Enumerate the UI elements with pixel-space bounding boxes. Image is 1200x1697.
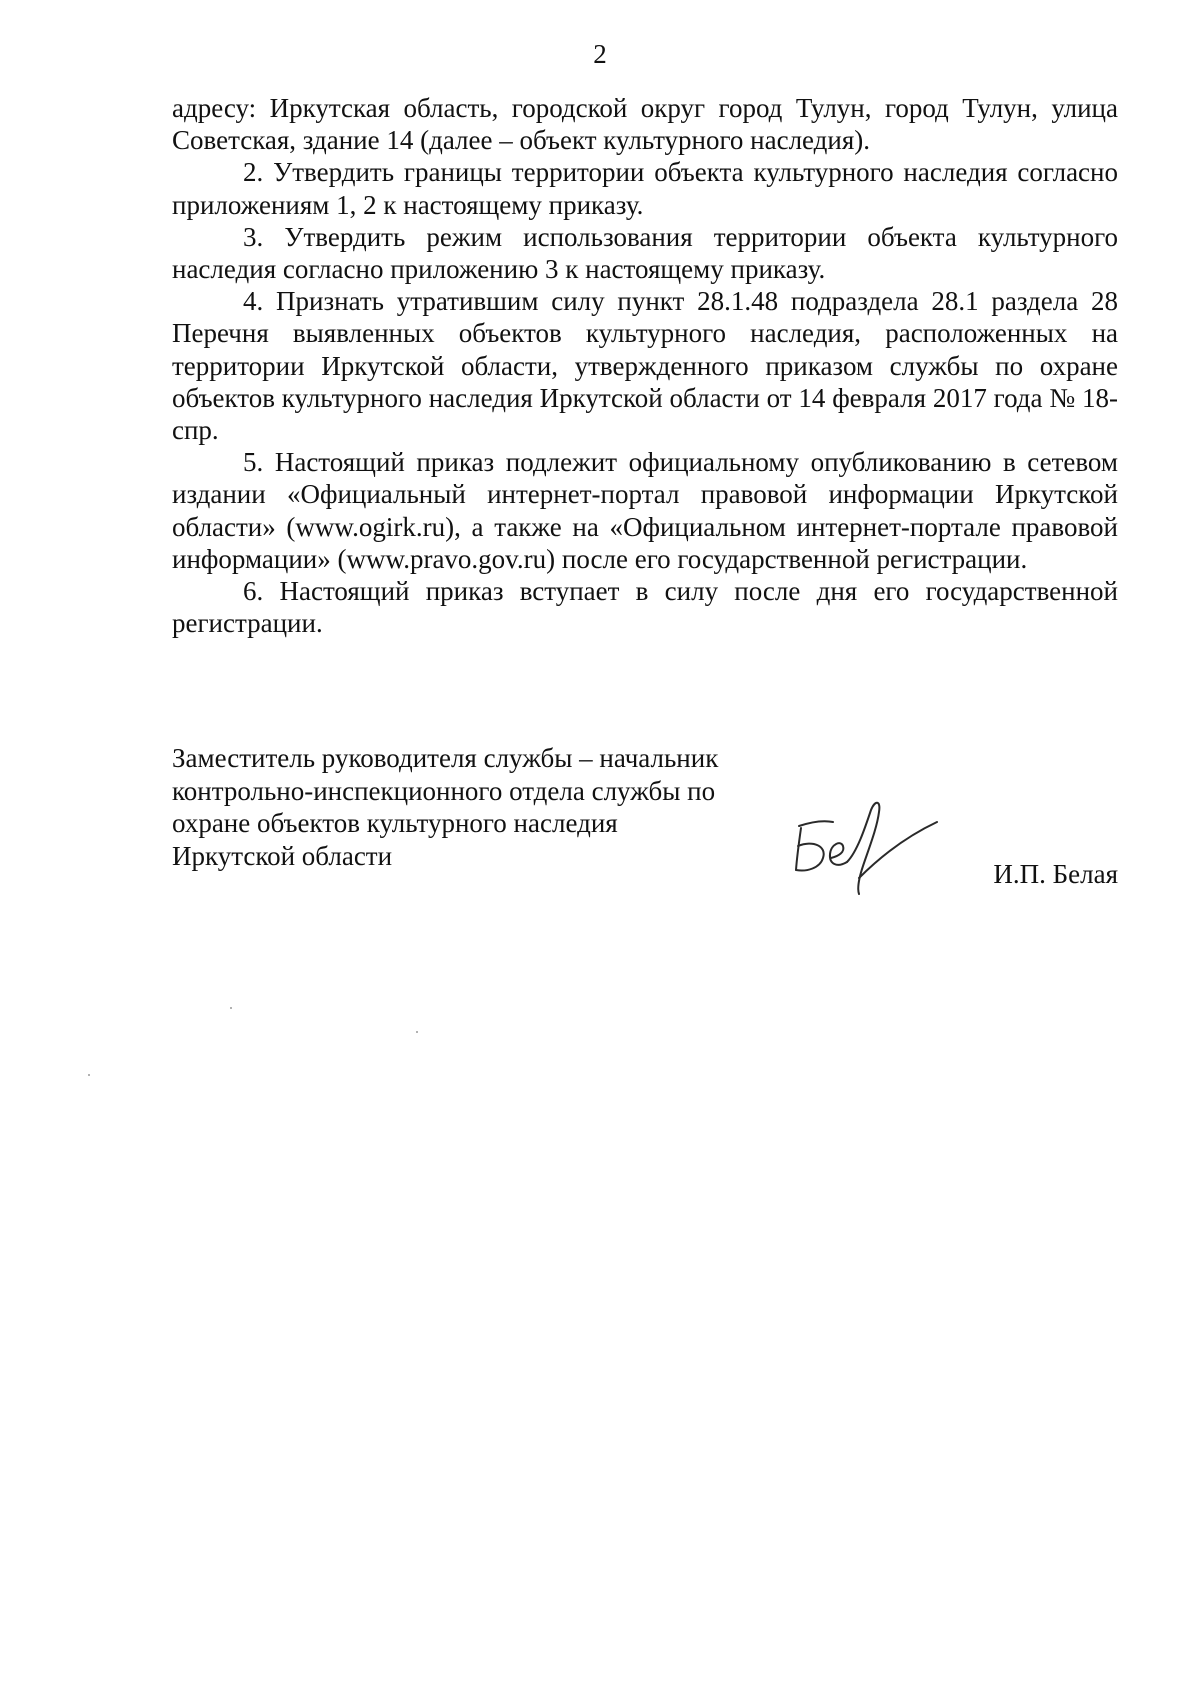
paragraph-item-6: 6. Настоящий приказ вступает в силу после дня его государственной регистрации. xyxy=(172,576,1118,639)
paragraph-item-3: 3. Утвердить режим использования территории объекта культурного наследия согласно приложению 3 к настоящему приказу. xyxy=(172,221,1118,285)
scan-speck xyxy=(230,1007,232,1009)
scan-speck xyxy=(88,1074,90,1076)
handwritten-signature xyxy=(787,798,957,898)
paragraph-item-4: 4. Признать утратившим силу пункт 28.1.48 подраздела 28.1 раздела 28 Перечня выявленных объектов культурного наследия, расположенных на территории Иркутской области, утвержденного приказом службы по охране объектов культурного наследия Иркутской области от 14 февраля 2017 года № 18-спр. xyxy=(172,286,1118,446)
signer-name: И.П. Белая xyxy=(993,859,1118,889)
scan-speck xyxy=(416,1031,418,1033)
paragraph-item-5: 5. Настоящий приказ подлежит официальному опубликованию в сетевом издании «Официальный интернет-портал правовой информации Иркутской области» (www.ogirk.ru), а также на «Официальном интернет-портале правовой информации» (www.pravo.gov.ru) после его государственной регистрации. xyxy=(172,447,1118,574)
paragraph-item-2: 2. Утвердить границы территории объекта культурного наследия согласно приложениям 1, 2 к настоящему приказу. xyxy=(172,157,1118,220)
page-number: 2 xyxy=(593,39,607,69)
signer-position: Заместитель руководителя службы – начальник контрольно-инспекционного отдела службы по охране объектов культурного наследия Иркутской области xyxy=(172,743,719,871)
signature-block xyxy=(172,742,1118,902)
document-body xyxy=(172,92,1118,639)
paragraph-address: адресу: Иркутская область, городской округ город Тулун, город Тулун, улица Советская, здание 14 (далее – объект культурного наследия). xyxy=(172,93,1118,156)
